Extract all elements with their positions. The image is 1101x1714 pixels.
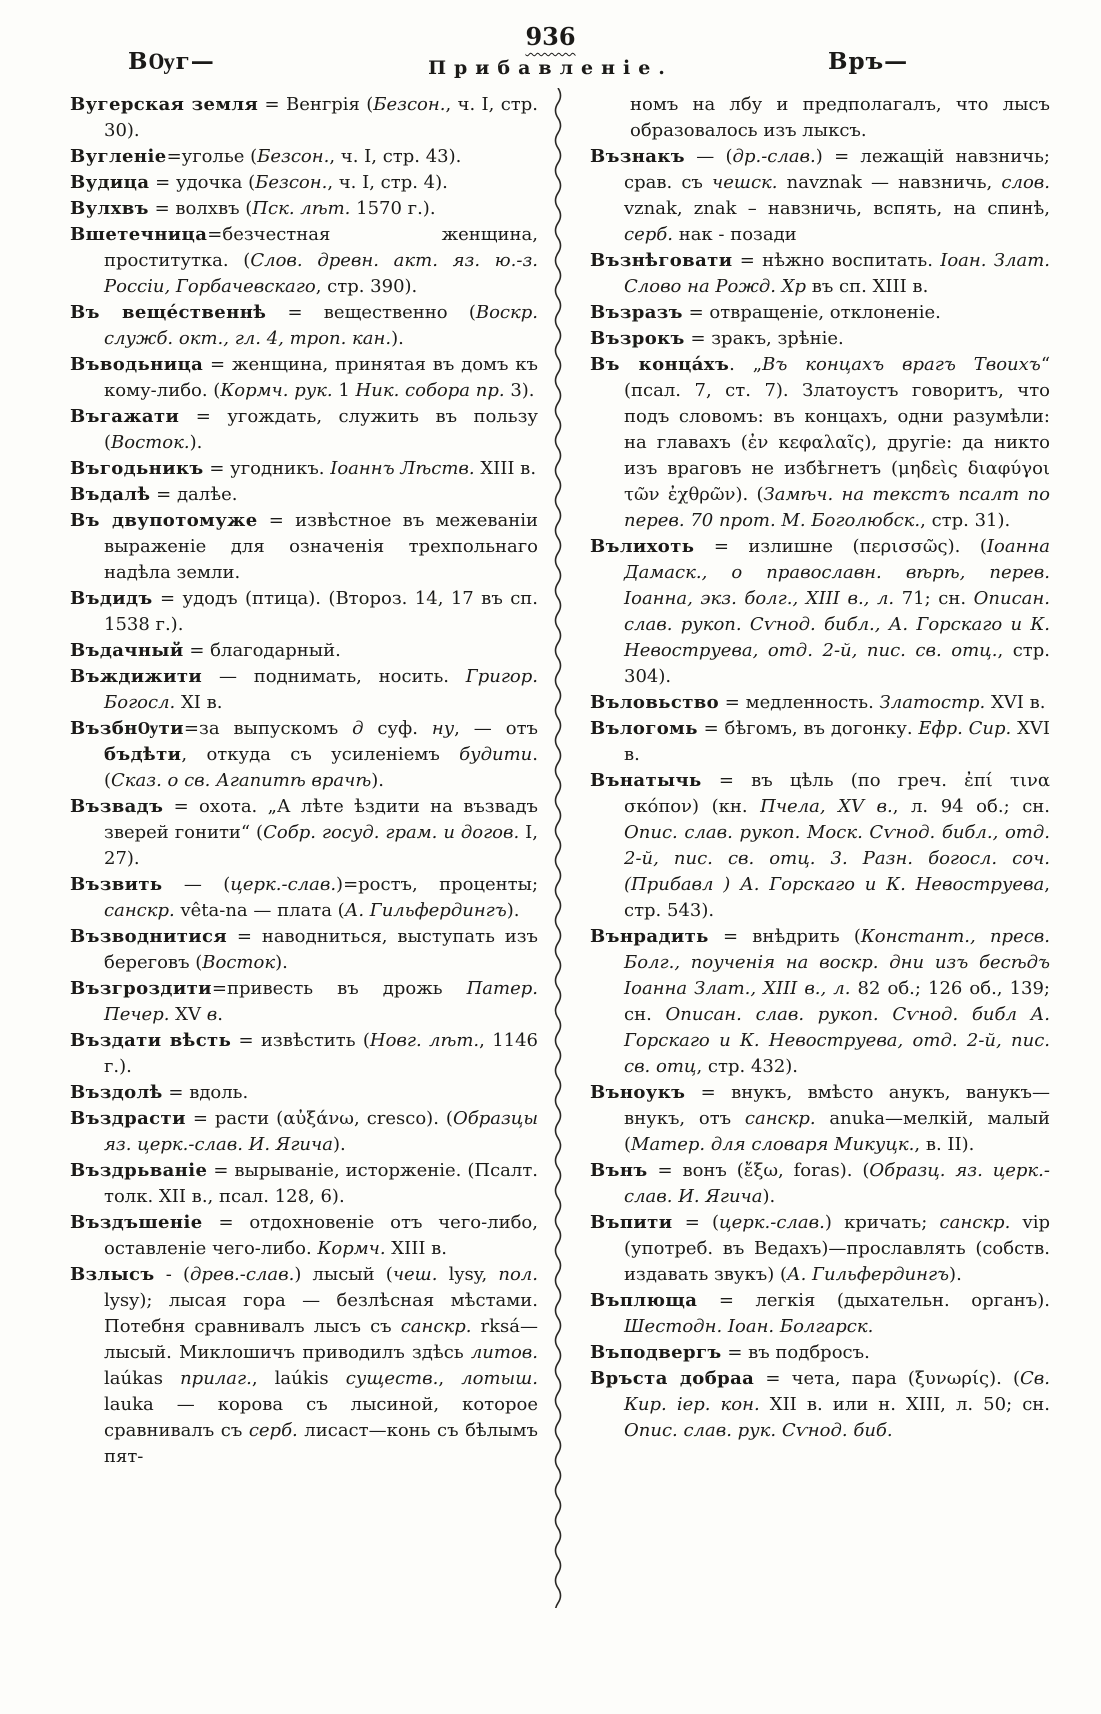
entry-text: ).: [762, 1186, 776, 1207]
entry-headword: Възразъ: [590, 302, 683, 323]
entry-headword: Въноукъ: [590, 1082, 686, 1103]
entry-text: 1: [332, 380, 356, 401]
entry-text: , 1146 г.).: [104, 1030, 538, 1077]
entry-text: Безсон.: [257, 146, 330, 167]
entry-text: vip (употреб. въ Ведахъ)—прославлять (собств. издавать звукъ) (: [624, 1212, 1050, 1285]
dictionary-entry: [70, 872, 538, 924]
entry-text: = нѣжно воспитать.: [732, 250, 941, 271]
entry-text: Кормч.: [317, 1238, 386, 1259]
entry-text: Григор. Богосл.: [104, 666, 538, 713]
entry-headword: Вълихоть: [590, 536, 695, 557]
page-number: 936: [525, 22, 576, 51]
entry-text: = далѣе.: [150, 484, 238, 505]
entry-headword: Възвить: [70, 874, 163, 895]
dictionary-entry: [590, 690, 1050, 716]
dictionary-entry: [590, 1158, 1050, 1210]
dictionary-entry: [590, 1288, 1050, 1340]
entry-text: = отдохновеніе отъ чего-либо, оставленіе чего-либо.: [104, 1212, 538, 1259]
entry-text: “ (псал. 7, ст. 7). Златоустъ говоритъ, что подъ словомъ: въ концахъ, одни разумѣли: на главахъ (ἐν κεφαλαῖς), другіе: да никто изъ враговъ не избѣгнетъ (μηδεὶς διαφύγοι τῶν ἐχθρῶν). (: [624, 354, 1051, 505]
entry-text: суф.: [363, 718, 432, 739]
entry-text: - (: [154, 1264, 190, 1285]
entry-text: = вещественно (: [266, 302, 476, 323]
entry-text: Пск. лѣт.: [252, 198, 351, 219]
entry-text: Восток.: [111, 432, 190, 453]
running-head-left: ВѸг—: [128, 48, 215, 75]
entry-text: , стр. 304).: [624, 640, 1050, 687]
entry-text: . „: [729, 354, 763, 375]
entry-text: ).: [275, 952, 288, 973]
entry-text: — поднимать, носить.: [202, 666, 466, 687]
entry-text: laúkas: [104, 1368, 181, 1389]
dictionary-entry: [70, 352, 538, 404]
entry-text: Сказ. о св. Агапитѣ врачѣ: [111, 770, 372, 791]
entry-text: чеш.: [392, 1264, 438, 1285]
entry-text: = внукъ, вмѣсто анукъ, ванукъ—внукъ, отъ: [624, 1082, 1050, 1129]
entry-headword: Вудица: [70, 172, 150, 193]
entry-text: =безчестная женщина, проститутка. (: [104, 224, 538, 271]
entry-text: =за выпускомъ: [183, 718, 353, 739]
dictionary-entry: [70, 482, 538, 508]
entry-text: Описан. слав. рукоп. Сѵнод. библ., А. Горскаго и К. Невоструева, отд. 2-й, пис. св. отц.: [624, 588, 1050, 661]
entry-headword: Въгажати: [70, 406, 180, 427]
entry-text: XVI в.: [985, 692, 1046, 713]
entry-text: Опис. слав. рукоп. Моск. Сѵнод. библ., отд. 2-й, пис. св. отц. 3. Разн. богосл. соч. (Прибавл ) А. Горскаго и К. Невоструева: [624, 822, 1050, 895]
dictionary-entry: [70, 1262, 538, 1470]
entry-text: = (: [672, 1212, 720, 1233]
entry-text: = чета, пара (ξυνωρίς). (: [754, 1368, 1021, 1389]
entry-text: Патер. Печер.: [104, 978, 538, 1025]
entry-text: Безсон.: [255, 172, 328, 193]
entry-text: Златостр.: [879, 692, 986, 713]
dictionary-entry: [590, 352, 1050, 534]
entry-text: = отвращеніе, отклоненіе.: [682, 302, 941, 323]
entry-text: въ сп. XIII в.: [806, 276, 929, 297]
entry-text: = удодъ (птица). (Второз. 14, 17 въ сп. 1538 г.).: [104, 588, 538, 635]
entry-text: — (: [162, 874, 231, 895]
entry-headword: Вугерская земля: [70, 94, 259, 115]
dictionary-entry: [590, 716, 1050, 768]
entry-text: = удочка (: [149, 172, 256, 193]
entry-headword: Въплюща: [590, 1290, 698, 1311]
entry-text: серб.: [248, 1420, 298, 1441]
entry-text: Іоан. Злат. Слово на Рожд. Хр: [624, 250, 1050, 297]
entry-headword: ВъзбнѸти: [70, 718, 184, 739]
dictionary-entry: [70, 222, 538, 300]
entry-text: ).: [371, 770, 384, 791]
entry-text: в: [206, 1004, 218, 1025]
dictionary-entry: [70, 1106, 538, 1158]
dictionary-entry: [70, 1080, 538, 1106]
entry-text: = наводниться, выступать изъ береговъ (: [104, 926, 538, 973]
entry-text: литов.: [470, 1342, 538, 1363]
entry-text: = въ цѣль (по греч. ἐπί τινα σκόπον) (кн.: [624, 770, 1050, 817]
entry-text: — (: [684, 146, 733, 167]
dictionary-entry: [70, 404, 538, 456]
entry-text: Восток: [202, 952, 276, 973]
entry-text: 82 об.; 126 об., 139; сн.: [624, 978, 1050, 1025]
entry-text: XVI в.: [624, 718, 1050, 765]
entry-text: , laúkis: [251, 1368, 346, 1389]
entry-text: Шестодн. Іоан. Болгарск.: [624, 1316, 874, 1337]
entry-text: ).: [332, 1134, 346, 1155]
entry-headword: Възнѣговати: [590, 250, 733, 271]
entry-text: , стр. 543).: [624, 874, 1050, 921]
dictionary-entry: [70, 300, 538, 352]
entry-headword: Вугленіе: [70, 146, 167, 167]
entry-text: XII в. или н. XIII, л. 50; сн.: [759, 1394, 1050, 1415]
entry-text: Собр. госуд. грам. и догов.: [263, 822, 520, 843]
entry-headword: Въ двупотомуже: [70, 510, 258, 531]
entry-headword: Вшетечница: [70, 224, 208, 245]
dictionary-entry: [590, 924, 1050, 1080]
column-left: [70, 92, 538, 1470]
dictionary-entry: [590, 534, 1050, 690]
entry-text: = угодникъ.: [203, 458, 331, 479]
entry-text: navznak — навзничь,: [777, 172, 1002, 193]
entry-headword: Въгодьникъ: [70, 458, 204, 479]
entry-headword: Въпити: [590, 1212, 673, 1233]
dictionary-entry: [70, 508, 538, 586]
entry-headword: Взлысъ: [70, 1264, 155, 1285]
entry-text: прилаг.: [180, 1368, 252, 1389]
dictionary-entry: [70, 196, 538, 222]
entry-headword: Възрокъ: [590, 328, 685, 349]
column-right: [590, 92, 1050, 1444]
dictionary-entry: [70, 924, 538, 976]
dictionary-entry: [70, 664, 538, 716]
dictionary-entry: [70, 1028, 538, 1080]
entry-text: др.-слав.: [732, 146, 816, 167]
entry-text: I, 27).: [104, 822, 539, 869]
entry-text: = вдоль.: [162, 1082, 249, 1103]
entry-text: А. Гильфердингъ: [786, 1264, 950, 1285]
entry-text: д: [352, 718, 364, 739]
entry-text: , л. 94 об.; сн.: [892, 796, 1050, 817]
entry-headword: Възводнитися: [70, 926, 228, 947]
entry-text: ,: [438, 1368, 462, 1389]
entry-headword: Вънатычь: [590, 770, 702, 791]
entry-text: Образцы яз. церк.-слав. И. Ягича: [104, 1108, 538, 1155]
entry-text: , в. II).: [914, 1134, 975, 1155]
entry-text: XIII в.: [385, 1238, 448, 1259]
entry-headword: Вънъ: [590, 1160, 648, 1181]
entry-text: anuka—мелкій, малый (: [624, 1108, 1050, 1155]
entry-text: ).: [391, 328, 404, 349]
dictionary-entry: [590, 326, 1050, 352]
entry-headword: Въводьница: [70, 354, 204, 375]
entry-text: нак - позади: [672, 224, 797, 245]
entry-text: древ.-слав.: [189, 1264, 295, 1285]
entry-text: rksá—лысый. Миклошичъ приводилъ здѣсь: [104, 1316, 539, 1363]
entry-text: = излишне (περισσῶς). (: [694, 536, 987, 557]
dictionary-entry: [70, 586, 538, 638]
entry-text: , стр. 31).: [920, 510, 1011, 531]
entry-text: чешск.: [712, 172, 778, 193]
entry-headword: Въздрасти: [70, 1108, 186, 1129]
dictionary-entry: [70, 638, 538, 664]
entry-text: Въ концахъ врагъ Твоихъ: [762, 354, 1041, 375]
entry-text: vznak, znak – навзничь, вспять, на спинѣ,: [624, 198, 1050, 219]
entry-headword: Въждижити: [70, 666, 203, 687]
entry-headword: Вулхвъ: [70, 198, 149, 219]
entry-text: = зракъ, зрѣніе.: [684, 328, 844, 349]
entry-text: санскр.: [939, 1212, 1011, 1233]
entry-text: XV: [169, 1004, 207, 1025]
entry-headword: Възгроздити: [70, 978, 212, 999]
entry-text: lysy,: [437, 1264, 499, 1285]
entry-headword: Въподвергъ: [590, 1342, 722, 1363]
dictionary-entry: [70, 716, 538, 794]
running-head-right: Връ—: [828, 48, 909, 75]
entry-text: , ч. I, стр. 43).: [329, 146, 462, 167]
entry-text: существ.: [345, 1368, 439, 1389]
entry-headword: Вънрадить: [590, 926, 709, 947]
dictionary-entry: [590, 1210, 1050, 1288]
entry-text: = извѣстить (: [231, 1030, 370, 1051]
entry-text: = благодарный.: [183, 640, 341, 661]
entry-headword: Въдалѣ: [70, 484, 151, 505]
dictionary-entry: [70, 170, 538, 196]
entry-text: пол.: [498, 1264, 538, 1285]
entry-text: ) кричать;: [824, 1212, 940, 1233]
dictionary-entry: [590, 248, 1050, 300]
entry-text: санскр.: [744, 1108, 816, 1129]
entry-text: = расти (αὐξάνω, cresco). (: [185, 1108, 453, 1129]
entry-text: =уголье (: [166, 146, 258, 167]
entry-text: серб.: [624, 224, 673, 245]
entry-text: Образц. яз. церк.-слав. И. Ягича: [624, 1160, 1050, 1207]
entry-text: ).: [949, 1264, 962, 1285]
entry-text: )=ростъ, проценты;: [336, 874, 539, 895]
dictionary-entry: [590, 1340, 1050, 1366]
entry-headword: бъдѣти: [104, 744, 182, 765]
entry-text: ).: [189, 432, 203, 453]
entry-text: ).: [506, 900, 520, 921]
dictionary-entry: [70, 144, 538, 170]
entry-headword: Възвадъ: [70, 796, 164, 817]
dictionary-entry: [70, 92, 538, 144]
entry-text: = угождать, служить въ пользу (: [104, 406, 538, 453]
entry-text: lauka — корова съ лысиной, которое сравнивалъ съ: [104, 1394, 538, 1441]
entry-text: Ник. собора пр.: [355, 380, 505, 401]
entry-text: 71; сн.: [894, 588, 974, 609]
entry-text: будити: [459, 744, 533, 765]
entry-text: XI в.: [175, 692, 223, 713]
entry-text: lysy); лысая гора — безлѣсная мѣстами. Потебня сравнивалъ лысъ съ: [104, 1290, 538, 1337]
entry-text: Слов. древн. акт. яз. ю.-з. Россіи, Горбачевскаго: [104, 250, 538, 297]
dictionary-entry: [70, 1210, 538, 1262]
entry-text: = медленность.: [719, 692, 880, 713]
entry-text: =привесть въ дрожь: [211, 978, 467, 999]
entry-text: ) лысый (: [294, 1264, 393, 1285]
entry-text: = бѣгомъ, въ догонку.: [697, 718, 919, 739]
entry-text: = легкія (дыхательн. органъ).: [697, 1290, 1050, 1311]
entry-text: Констант., пресв. Болг., поученія на воскр. дни изъ бесѣдъ Іоанна Злат., XIII в., л.: [624, 926, 1050, 999]
section-title: Прибавленіе.: [428, 57, 673, 79]
dictionary-entry: [590, 144, 1050, 248]
entry-text: .: [217, 1004, 223, 1025]
entry-text: Описан. слав. рукоп. Сѵнод. библ А. Горскаго и К. Невоструева, отд. 2-й, пис. св. отц: [624, 1004, 1050, 1077]
entry-text: , — отъ: [454, 718, 538, 739]
entry-text: Опис. слав. рук. Сѵнод. биб.: [624, 1420, 893, 1441]
entry-text: = внѣдрить (: [708, 926, 861, 947]
entry-text: А. Гильфердингъ: [344, 900, 507, 921]
entry-text: , стр. 390).: [315, 276, 418, 297]
entry-text: ну: [431, 718, 455, 739]
entry-text: Новг. лѣт.: [369, 1030, 480, 1051]
dictionary-entry: [590, 300, 1050, 326]
entry-text: церк.-слав.: [719, 1212, 825, 1233]
entry-text: = волхвъ (: [148, 198, 253, 219]
entry-text: vêta-na — плата (: [174, 900, 345, 921]
dictionary-entry: [590, 92, 1050, 144]
entry-headword: Въдидъ: [70, 588, 153, 609]
entry-headword: Въ конца́хъ: [590, 354, 730, 375]
entry-text: = охота. „А лѣте ѣздити на възвадъ зверей гонити“ (: [104, 796, 538, 843]
dictionary-entry: [70, 1158, 538, 1210]
entry-headword: Въздъшеніе: [70, 1212, 203, 1233]
column-divider: [551, 88, 565, 1608]
entry-text: ) = лежащій навзничь; срав. съ: [624, 146, 1050, 193]
entry-text: Кормч. рук.: [220, 380, 333, 401]
entry-text: 3).: [504, 380, 535, 401]
entry-text: , откуда съ усиленіемъ: [181, 744, 460, 765]
dictionary-entry: [590, 768, 1050, 924]
entry-text: Воскр. служб. окт., гл. 4, троп. кан.: [104, 302, 538, 349]
entry-text: = извѣстное въ межеваніи выраженіе для означенія трехпольнаго надѣла земли.: [104, 510, 538, 583]
entry-text: Безсон.: [373, 94, 446, 115]
entry-text: Іоанна Дамаск., о православн. вѣрѣ, перев. Іоанна, экз. болг., XIII в., л.: [624, 536, 1050, 609]
entry-headword: Въздати вѣсть: [70, 1030, 232, 1051]
entry-headword: Въздолѣ: [70, 1082, 163, 1103]
entry-text: Ефр. Сир.: [918, 718, 1012, 739]
entry-headword: Възнакъ: [590, 146, 685, 167]
entry-text: лотыш.: [461, 1368, 538, 1389]
entry-text: = вонъ (ἔξω, foras). (: [647, 1160, 870, 1181]
entry-text: , ч. I, стр. 4).: [327, 172, 448, 193]
entry-text: , стр. 432).: [696, 1056, 799, 1077]
dictionary-entry: [590, 1080, 1050, 1158]
entry-text: XIII в.: [474, 458, 537, 479]
entry-text: , ч. I, стр. 30).: [104, 94, 538, 141]
entry-text: санскр.: [104, 900, 175, 921]
entry-headword: Въдачный: [70, 640, 184, 661]
entry-text: лисаст—конь съ бѣлымъ пят-: [104, 1420, 538, 1467]
entry-text: Матер. для словаря Микуцк.: [631, 1134, 915, 1155]
entry-text: санскр.: [400, 1316, 472, 1337]
entry-text: слов.: [1001, 172, 1050, 193]
entry-headword: Въловьство: [590, 692, 720, 713]
entry-headword: Вълогомь: [590, 718, 698, 739]
dictionary-entry: [590, 1366, 1050, 1444]
entry-text: Іоаннъ Лѣств.: [330, 458, 475, 479]
dictionary-entry: [70, 794, 538, 872]
entry-text: Св. Кир. іер. кон.: [624, 1368, 1051, 1415]
entry-text: . (: [104, 744, 538, 791]
dictionary-entry: [70, 456, 538, 482]
entry-text: номъ на лбу и предполагалъ, что лысъ образовалось изъ лыксъ.: [630, 94, 1050, 141]
entry-headword: Въздрьваніе: [70, 1160, 208, 1181]
wavy-divider-path: [556, 88, 561, 1608]
entry-headword: Връста добраа: [590, 1368, 755, 1389]
entry-text: = женщина, принятая въ домъ къ кому-либо. (: [104, 354, 538, 401]
entry-text: = Венгрія (: [258, 94, 374, 115]
dictionary-entry: [70, 976, 538, 1028]
entry-text: церк.-слав.: [230, 874, 337, 895]
entry-headword: Въ веще́ственнѣ: [70, 302, 267, 323]
entry-text: = въ подбросъ.: [721, 1342, 870, 1363]
entry-text: Замѣч. на текстъ псалт по перев. 70 прот. М. Боголюбск.: [624, 484, 1050, 531]
entry-text: 1570 г.).: [350, 198, 436, 219]
entry-text: Пчела, XV в.: [760, 796, 893, 817]
entry-text: = вырываніе, исторженіе. (Псалт. толк. XII в., псал. 128, 6).: [104, 1160, 538, 1207]
